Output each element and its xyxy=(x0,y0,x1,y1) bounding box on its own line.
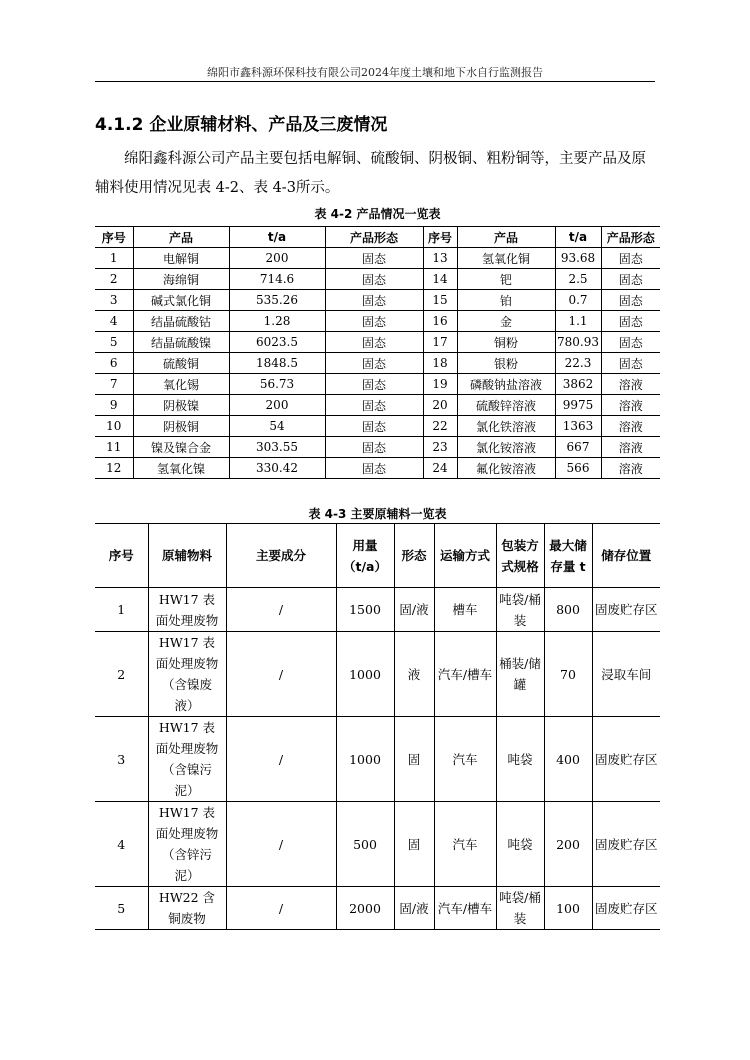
table-cell: 固态 xyxy=(601,353,660,374)
table-cell: 7 xyxy=(95,374,133,395)
table-cell: 槽车 xyxy=(434,588,496,632)
column-header: t/a xyxy=(555,227,601,248)
table-cell: HW17 表面处理废物（含镍废液） xyxy=(148,632,226,717)
table-4-3-caption: 表 4-3 主要原辅料一览表 xyxy=(308,507,447,521)
table-cell: 固态 xyxy=(325,374,423,395)
table-cell: 1848.5 xyxy=(229,353,325,374)
table-cell: 固态 xyxy=(325,416,423,437)
table-cell: 100 xyxy=(544,887,592,930)
header-rule xyxy=(95,81,655,82)
table-cell: 金 xyxy=(457,311,555,332)
table-cell: / xyxy=(226,717,336,802)
table-cell: 23 xyxy=(423,437,457,458)
table-cell: 固态 xyxy=(325,353,423,374)
table-row xyxy=(95,374,660,395)
table-cell: 硫酸铜 xyxy=(133,353,229,374)
table-cell: 镍及镍合金 xyxy=(133,437,229,458)
column-header: 包装方式规格 xyxy=(496,524,544,588)
table-cell: 200 xyxy=(229,395,325,416)
body-paragraph: 绵阳鑫科源公司产品主要包括电解铜、硫酸铜、阴极铜、粗粉铜等，主要产品及原辅料使用情况见表 4-2、表 4-3所示。 xyxy=(95,151,646,196)
table-cell: 14 xyxy=(423,269,457,290)
table-row xyxy=(95,437,660,458)
table-cell: 固态 xyxy=(325,458,423,479)
table-cell: 1 xyxy=(95,588,148,632)
table-cell: 溶液 xyxy=(601,395,660,416)
table-cell: 3 xyxy=(95,717,148,802)
table-cell: 液 xyxy=(394,632,434,717)
table-cell: 电解铜 xyxy=(133,248,229,269)
table-cell: 固废贮存区 xyxy=(592,887,660,930)
table-cell: 1000 xyxy=(336,717,394,802)
column-header: 序号 xyxy=(423,227,457,248)
table-cell: 固态 xyxy=(325,248,423,269)
table-cell: 1500 xyxy=(336,588,394,632)
table-cell: 固态 xyxy=(325,437,423,458)
table-cell: 330.42 xyxy=(229,458,325,479)
table-row xyxy=(95,632,660,717)
table-row xyxy=(95,717,660,802)
column-header: 产品 xyxy=(457,227,555,248)
table-cell: 吨袋/桶装 xyxy=(496,588,544,632)
table-cell: 氯化铵溶液 xyxy=(457,437,555,458)
table-cell: 硫酸锌溶液 xyxy=(457,395,555,416)
table-cell: 1.28 xyxy=(229,311,325,332)
column-header: 形态 xyxy=(394,524,434,588)
table-cell: 铜粉 xyxy=(457,332,555,353)
table-cell: 碱式氯化铜 xyxy=(133,290,229,311)
table-cell: 结晶硫酸钴 xyxy=(133,311,229,332)
column-header: 最大储存量 t xyxy=(544,524,592,588)
table-cell: 1 xyxy=(95,248,133,269)
table-cell: 6 xyxy=(95,353,133,374)
table-cell: 18 xyxy=(423,353,457,374)
table-row xyxy=(95,248,660,269)
table-cell: 固态 xyxy=(325,290,423,311)
table-cell: 固废贮存区 xyxy=(592,802,660,887)
table-cell: 9 xyxy=(95,395,133,416)
table-cell: 银粉 xyxy=(457,353,555,374)
table-cell: 固废贮存区 xyxy=(592,588,660,632)
column-header: 产品形态 xyxy=(325,227,423,248)
table-cell: 吨袋/桶装 xyxy=(496,887,544,930)
table-cell: 714.6 xyxy=(229,269,325,290)
table-cell: 3862 xyxy=(555,374,601,395)
table-cell: 固/液 xyxy=(394,887,434,930)
table-cell: 溶液 xyxy=(601,437,660,458)
page-header: 绵阳市鑫科源环保科技有限公司2024年度土壤和地下水自行监测报告 xyxy=(207,66,543,79)
column-header: t/a xyxy=(229,227,325,248)
table-cell: 吨袋 xyxy=(496,717,544,802)
table-cell: 93.68 xyxy=(555,248,601,269)
table-cell: 吨袋 xyxy=(496,802,544,887)
table-cell: 12 xyxy=(95,458,133,479)
table-cell: / xyxy=(226,632,336,717)
table-cell: 535.26 xyxy=(229,290,325,311)
column-header: 原辅物料 xyxy=(148,524,226,588)
table-cell: 氧化锡 xyxy=(133,374,229,395)
table-cell: 阴极镍 xyxy=(133,395,229,416)
product-table xyxy=(95,226,660,479)
table-cell: 4 xyxy=(95,311,133,332)
table-cell: 固态 xyxy=(601,311,660,332)
table-cell: 固 xyxy=(394,717,434,802)
table-cell: 氟化铵溶液 xyxy=(457,458,555,479)
table-cell: 固态 xyxy=(601,290,660,311)
table-cell: 5 xyxy=(95,332,133,353)
table-cell: 汽车/槽车 xyxy=(434,887,496,930)
table-row xyxy=(95,588,660,632)
raw-material-table xyxy=(95,523,660,930)
table-cell: 桶装/储罐 xyxy=(496,632,544,717)
table-cell: 浸取车间 xyxy=(592,632,660,717)
table-cell: 0.7 xyxy=(555,290,601,311)
table-row xyxy=(95,395,660,416)
column-header: 主要成分 xyxy=(226,524,336,588)
table-cell: 200 xyxy=(544,802,592,887)
table-cell: 磷酸钠盐溶液 xyxy=(457,374,555,395)
table-4-2-caption: 表 4-2 产品情况一览表 xyxy=(314,207,441,221)
table-cell: 固态 xyxy=(601,332,660,353)
table-cell: 15 xyxy=(423,290,457,311)
table-cell: 22.3 xyxy=(555,353,601,374)
table-cell: 氯化铁溶液 xyxy=(457,416,555,437)
table-cell: / xyxy=(226,588,336,632)
column-header: 用量（t/a） xyxy=(336,524,394,588)
column-header: 序号 xyxy=(95,524,148,588)
table-cell: 汽车 xyxy=(434,717,496,802)
table-cell: 780.93 xyxy=(555,332,601,353)
table-cell: 10 xyxy=(95,416,133,437)
table-row xyxy=(95,269,660,290)
table-cell: 2 xyxy=(95,632,148,717)
table-cell: 固/液 xyxy=(394,588,434,632)
table-cell: 1.1 xyxy=(555,311,601,332)
table-cell: 氢氧化铜 xyxy=(457,248,555,269)
table-row xyxy=(95,332,660,353)
table-cell: HW17 表面处理废物（含镍污泥） xyxy=(148,717,226,802)
table-cell: HW17 表面处理废物（含锌污泥） xyxy=(148,802,226,887)
table-row xyxy=(95,887,660,930)
table-cell: 3 xyxy=(95,290,133,311)
table-cell: 800 xyxy=(544,588,592,632)
table-header-row xyxy=(95,227,660,248)
table-cell: 溶液 xyxy=(601,416,660,437)
table-cell: 汽车/槽车 xyxy=(434,632,496,717)
table-cell: 11 xyxy=(95,437,133,458)
column-header: 产品形态 xyxy=(601,227,660,248)
table-cell: 70 xyxy=(544,632,592,717)
table-cell: 17 xyxy=(423,332,457,353)
table-cell: 阴极铜 xyxy=(133,416,229,437)
table-cell: 溶液 xyxy=(601,458,660,479)
table-cell: 24 xyxy=(423,458,457,479)
table-row xyxy=(95,458,660,479)
column-header: 序号 xyxy=(95,227,133,248)
table-cell: 2.5 xyxy=(555,269,601,290)
table-cell: 结晶硫酸镍 xyxy=(133,332,229,353)
table-row xyxy=(95,290,660,311)
table-row xyxy=(95,802,660,887)
table-cell: 16 xyxy=(423,311,457,332)
table-cell: 5 xyxy=(95,887,148,930)
table-cell: 固态 xyxy=(601,248,660,269)
column-header: 产品 xyxy=(133,227,229,248)
table-cell: 固态 xyxy=(325,311,423,332)
table-cell: 13 xyxy=(423,248,457,269)
table-row xyxy=(95,416,660,437)
table-cell: 56.73 xyxy=(229,374,325,395)
table-cell: 氢氧化镍 xyxy=(133,458,229,479)
table-cell: 54 xyxy=(229,416,325,437)
table-cell: 1000 xyxy=(336,632,394,717)
table-cell: / xyxy=(226,802,336,887)
table-cell: 固废贮存区 xyxy=(592,717,660,802)
table-cell: 固态 xyxy=(325,269,423,290)
table-cell: 19 xyxy=(423,374,457,395)
table-header-row xyxy=(95,524,660,588)
table-cell: 1363 xyxy=(555,416,601,437)
table-cell: 汽车 xyxy=(434,802,496,887)
table-cell: 667 xyxy=(555,437,601,458)
table-cell: 200 xyxy=(229,248,325,269)
table-cell: 2000 xyxy=(336,887,394,930)
table-cell: 22 xyxy=(423,416,457,437)
table-row xyxy=(95,311,660,332)
section-title: 4.1.2 企业原辅材料、产品及三废情况 xyxy=(95,115,388,135)
table-row xyxy=(95,353,660,374)
column-header: 储存位置 xyxy=(592,524,660,588)
table-cell: 400 xyxy=(544,717,592,802)
table-cell: 20 xyxy=(423,395,457,416)
table-cell: HW17 表面处理废物 xyxy=(148,588,226,632)
column-header: 运输方式 xyxy=(434,524,496,588)
table-cell: 固态 xyxy=(325,332,423,353)
table-cell: 303.55 xyxy=(229,437,325,458)
table-cell: 铂 xyxy=(457,290,555,311)
table-cell: 海绵铜 xyxy=(133,269,229,290)
table-cell: 9975 xyxy=(555,395,601,416)
table-cell: 2 xyxy=(95,269,133,290)
table-cell: / xyxy=(226,887,336,930)
table-cell: 6023.5 xyxy=(229,332,325,353)
table-cell: 固 xyxy=(394,802,434,887)
table-cell: HW22 含铜废物 xyxy=(148,887,226,930)
table-cell: 500 xyxy=(336,802,394,887)
table-cell: 566 xyxy=(555,458,601,479)
table-cell: 4 xyxy=(95,802,148,887)
table-cell: 固态 xyxy=(601,269,660,290)
table-cell: 固态 xyxy=(325,395,423,416)
table-cell: 溶液 xyxy=(601,374,660,395)
table-cell: 钯 xyxy=(457,269,555,290)
